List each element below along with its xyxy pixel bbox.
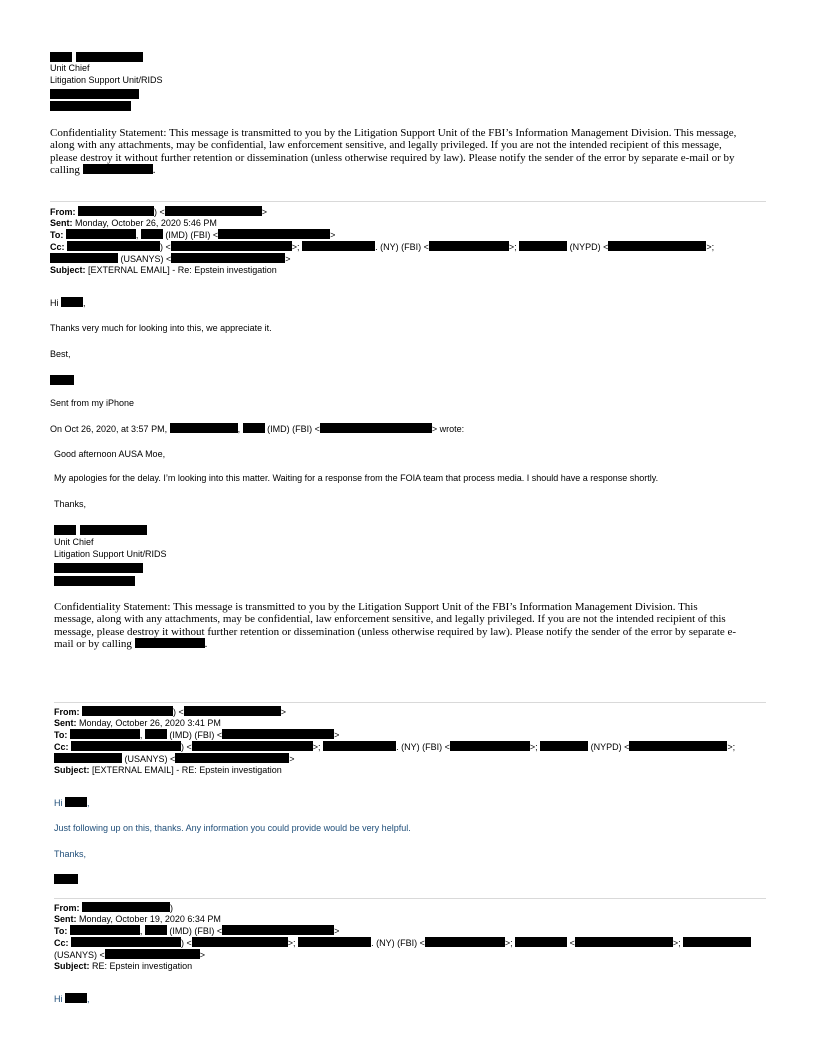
- subject-label: Subject:: [50, 265, 86, 275]
- redaction-signature-line: [54, 576, 135, 586]
- redaction: [54, 753, 122, 763]
- redaction: [66, 229, 136, 239]
- redaction: [302, 241, 375, 251]
- redaction: [540, 741, 588, 751]
- redaction: [192, 937, 288, 947]
- message-body: Thanks very much for looking into this, we appreciate it.: [50, 323, 272, 333]
- header-divider: [54, 702, 766, 703]
- text: >: [261, 207, 268, 217]
- text: >: [199, 950, 206, 960]
- subject-value: [EXTERNAL EMAIL] - Re: Epstein investigation: [88, 265, 277, 275]
- text: ) <: [181, 938, 192, 948]
- quoted-closing: Thanks,: [54, 499, 87, 509]
- text: >;: [672, 938, 681, 948]
- text: (USANYS) <: [120, 254, 172, 264]
- redaction: [71, 937, 181, 947]
- greeting: Hi ,: [54, 798, 90, 808]
- text: >;: [508, 242, 517, 252]
- cc-line-continued: [50, 253, 770, 265]
- cc-line: [54, 741, 770, 753]
- confidentiality-statement: [54, 601, 770, 651]
- redaction-signature: [54, 874, 78, 884]
- redaction: [575, 937, 673, 947]
- redaction: [222, 925, 334, 935]
- sent-label: Sent:: [50, 218, 73, 228]
- text: Hi: [54, 798, 63, 808]
- redaction: [70, 729, 140, 739]
- cc-label: Cc:: [54, 742, 69, 752]
- cc-line: [54, 937, 770, 949]
- text: (IMD) (FBI) <: [169, 730, 223, 740]
- text: (USANYS) <: [54, 950, 105, 960]
- text: >: [285, 254, 291, 264]
- redaction-signature-line: [50, 89, 139, 99]
- redaction: [65, 797, 87, 807]
- text: (IMD) (FBI) <: [169, 926, 223, 936]
- redaction-signature-line: [54, 563, 143, 573]
- text: mail or by calling: [54, 638, 132, 651]
- redaction-name-first: [50, 52, 72, 62]
- confidentiality-line: message, along with any attachments, may be confidential, law enforcement sensitive, and legally privileged. If you are not the intended recipient of this: [54, 613, 726, 626]
- subject-line: [54, 765, 770, 776]
- to-label: To:: [50, 230, 64, 240]
- redaction: [519, 241, 567, 251]
- redaction: [170, 423, 238, 433]
- redaction: [61, 297, 83, 307]
- redaction: [323, 741, 396, 751]
- email-header: [50, 206, 770, 276]
- text: >: [280, 707, 287, 717]
- text: .: [152, 164, 156, 177]
- redaction: [82, 706, 173, 716]
- sent-value: Monday, October 26, 2020 5:46 PM: [75, 218, 217, 228]
- redaction-name-last: [80, 525, 147, 535]
- text: (IMD) (FBI) <: [165, 230, 219, 240]
- redaction: [608, 241, 706, 251]
- redaction-name-first: [54, 525, 76, 535]
- quoted-body: My apologies for the delay. I’m looking into this matter. Waiting for a response from the FOIA team that process media. I should have a response shortly.: [54, 473, 659, 483]
- text: Hi: [50, 298, 59, 308]
- redaction: [629, 741, 727, 751]
- signature-title: Unit Chief: [50, 63, 90, 73]
- quoted-signature-unit: Litigation Support Unit/RIDS: [54, 549, 167, 559]
- text: On Oct 26, 2020, at 3:57 PM,: [50, 424, 168, 434]
- redaction: [515, 937, 567, 947]
- text: <: [569, 938, 575, 948]
- email-header: [54, 706, 770, 776]
- redaction-phone: [135, 638, 205, 648]
- redaction-name-last: [76, 52, 143, 62]
- signature-unit: Litigation Support Unit/RIDS: [50, 75, 163, 85]
- redaction: [429, 241, 509, 251]
- confidentiality-line: message, please destroy it without further retention or dissemination (unless otherwise required by law). Please notify the sender of the error by separate e-: [54, 625, 737, 638]
- sent-line: [50, 218, 770, 229]
- redaction: [78, 206, 154, 216]
- header-divider: [54, 898, 766, 899]
- text: . (NY) (FBI) <: [375, 242, 429, 252]
- subject-line: [50, 265, 770, 276]
- redaction: [171, 241, 292, 251]
- redaction-signature: [50, 375, 74, 385]
- redaction: [298, 937, 371, 947]
- redaction: [50, 253, 118, 263]
- text: >: [289, 754, 295, 764]
- confidentiality-line: along with any attachments, may be confidential, law enforcement sensitive, and legally privileged. If you are not the intended recipient of this message,: [50, 139, 722, 152]
- quote-attribution: On Oct 26, 2020, at 3:57 PM, , (IMD) (FBI) < > wrote:: [50, 424, 465, 434]
- text: >;: [291, 242, 300, 252]
- redaction: [105, 949, 200, 959]
- text: . (NY) (FBI) <: [371, 938, 425, 948]
- subject-line: [54, 961, 770, 972]
- redaction: [243, 423, 265, 433]
- redaction: [67, 241, 160, 251]
- subject-value: [EXTERNAL EMAIL] - RE: Epstein investigation: [92, 765, 282, 775]
- redaction-signature-line: [50, 101, 131, 111]
- closing: Best,: [50, 349, 71, 359]
- sent-label: Sent:: [54, 718, 77, 728]
- text: .: [204, 638, 208, 651]
- closing: Thanks,: [54, 849, 87, 859]
- text: >: [334, 730, 340, 740]
- text: ) <: [173, 707, 184, 717]
- text: (USANYS) <: [124, 754, 176, 764]
- text: >: [334, 926, 340, 936]
- from-line: [50, 206, 770, 218]
- text: ) <: [154, 207, 165, 217]
- to-line: To: , (IMD) (FBI) < >: [54, 926, 340, 936]
- confidentiality-line: Confidentiality Statement: This message is transmitted to you by the Litigation Support Unit of the FBI’s Information Management Division. This: [54, 601, 698, 613]
- subject-value: RE: Epstein investigation: [92, 961, 193, 971]
- from-line: [54, 902, 770, 914]
- redaction: [145, 925, 167, 935]
- redaction: [141, 229, 163, 239]
- text: >;: [504, 938, 513, 948]
- redaction: [82, 902, 170, 912]
- quoted-greeting: Good afternoon AUSA Moe,: [54, 449, 166, 459]
- cc-line-continued: [54, 949, 770, 961]
- text: >;: [287, 938, 296, 948]
- sent-line: [54, 914, 770, 925]
- text: ) <: [160, 242, 171, 252]
- sent-line: [54, 718, 770, 729]
- cc-line-continued: [54, 753, 770, 765]
- redaction: [425, 937, 505, 947]
- text: Hi: [54, 994, 63, 1004]
- redaction: [145, 729, 167, 739]
- confidentiality-line: please destroy it without further retention or dissemination (unless otherwise required by law). Please notify the sender of the error by separate e-mail or by: [50, 151, 735, 164]
- sent-value: Monday, October 26, 2020 3:41 PM: [79, 718, 221, 728]
- redaction: [450, 741, 530, 751]
- text: calling: [50, 164, 80, 177]
- confidentiality-line-last: [50, 164, 770, 176]
- from-label: From:: [50, 207, 76, 217]
- redaction: [320, 423, 432, 433]
- header-divider: [50, 201, 766, 202]
- from-label: From:: [54, 903, 80, 913]
- text: ): [170, 903, 174, 913]
- redaction: [70, 925, 140, 935]
- redaction: [192, 741, 313, 751]
- text: >;: [529, 742, 538, 752]
- confidentiality-statement: [50, 127, 770, 177]
- sent-value: Monday, October 19, 2020 6:34 PM: [79, 914, 221, 924]
- redaction: [175, 753, 289, 763]
- subject-label: Subject:: [54, 961, 90, 971]
- redaction: [218, 229, 330, 239]
- greeting: Hi ,: [50, 298, 86, 308]
- text: (IMD) (FBI) <: [267, 424, 320, 434]
- greeting: Hi ,: [54, 994, 90, 1004]
- text: >: [330, 230, 336, 240]
- subject-label: Subject:: [54, 765, 90, 775]
- text: >;: [312, 742, 321, 752]
- text: . (NY) (FBI) <: [396, 742, 450, 752]
- text: >;: [727, 742, 736, 752]
- quoted-signature-title: Unit Chief: [54, 537, 94, 547]
- text: > wrote:: [431, 424, 465, 434]
- text: >;: [706, 242, 715, 252]
- redaction: [222, 729, 334, 739]
- to-label: To:: [54, 730, 68, 740]
- redaction: [165, 206, 262, 216]
- sent-label: Sent:: [54, 914, 77, 924]
- text: ) <: [181, 742, 192, 752]
- redaction: [65, 993, 87, 1003]
- redaction: [71, 741, 181, 751]
- email-header: [54, 902, 770, 972]
- redaction: [184, 706, 281, 716]
- to-label: To:: [54, 926, 68, 936]
- from-line: [54, 706, 770, 718]
- cc-label: Cc:: [54, 938, 69, 948]
- confidentiality-line: Confidentiality Statement: This message is transmitted to you by the Litigation Support Unit of the FBI’s Information Management Division. This message,: [50, 127, 737, 139]
- to-line: To: , (IMD) (FBI) < >: [54, 730, 340, 740]
- message-body: Just following up on this, thanks. Any information you could provide would be very helpful.: [54, 823, 411, 833]
- to-line: To: , (IMD) (FBI) < >: [50, 230, 336, 240]
- cc-label: Cc:: [50, 242, 65, 252]
- cc-line: [50, 241, 770, 253]
- confidentiality-line-last: [54, 638, 770, 650]
- redaction: [171, 253, 285, 263]
- text: (NYPD) <: [590, 742, 630, 752]
- from-label: From:: [54, 707, 80, 717]
- redaction-phone: [83, 164, 153, 174]
- redaction: [683, 937, 751, 947]
- sent-from-device: Sent from my iPhone: [50, 398, 135, 408]
- text: (NYPD) <: [569, 242, 609, 252]
